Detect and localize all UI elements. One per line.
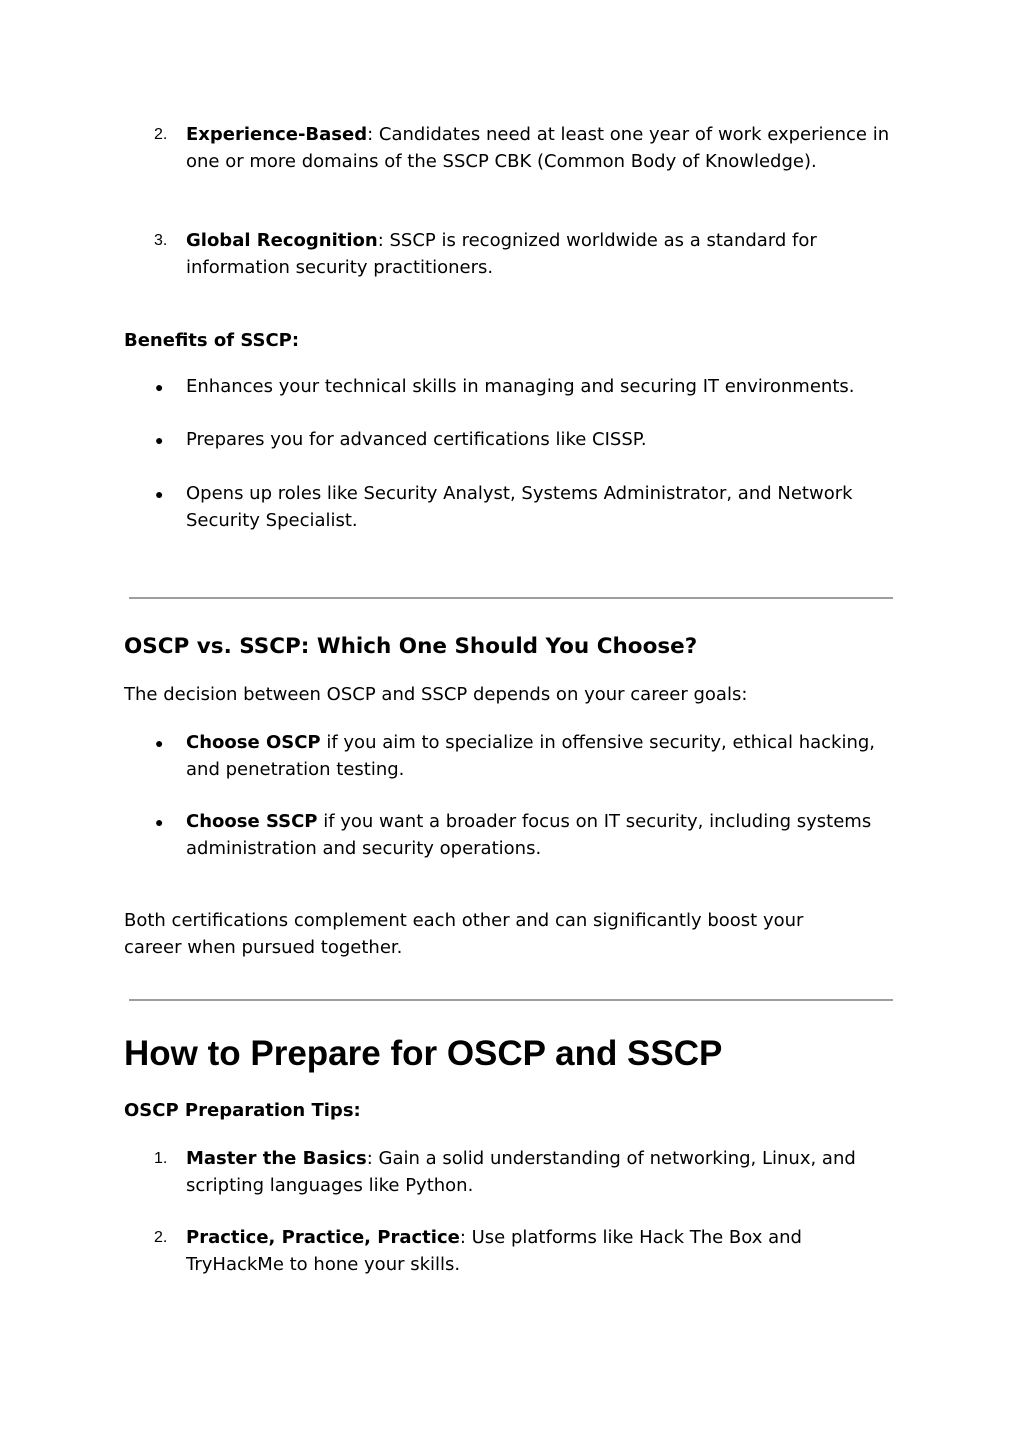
list-item-body: : Use platforms like Hack The Box and TryHackMe to hone your skills. [186, 1227, 802, 1275]
list-item-bold: Experience-Based [186, 124, 368, 145]
comparison-conclusion: Both certifications complement each other and can significantly boost your career when pursued together. [124, 910, 804, 958]
list-item-body: : Candidates need at least one year of work experience in one or more domains of the SSCP CBK (Common Body of Knowledge). [186, 124, 890, 172]
list-item-text [186, 1225, 898, 1278]
list-number: 2. [154, 1229, 168, 1246]
list-item-body: if you aim to specialize in offensive security, ethical hacking, and penetration testing. [186, 732, 876, 780]
list-item-bold: Global Recognition [186, 230, 378, 251]
list-item-text [186, 122, 898, 175]
list-item-body: : Gain a solid understanding of networking, Linux, and scripting languages like Python. [186, 1148, 856, 1196]
benefits-heading: Benefits of SSCP: [124, 330, 300, 351]
list-item-body: : SSCP is recognized worldwide as a standard for information security practitioners. [186, 230, 817, 278]
list-item-bold: Practice, Practice, Practice [186, 1227, 460, 1248]
bullet-icon: ● [155, 814, 164, 830]
list-item-text: Opens up roles like Security Analyst, Systems Administrator, and Network Security Specialist. [186, 483, 853, 531]
horizontal-divider [129, 999, 893, 1001]
comparison-intro: The decision between OSCP and SSCP depends on your career goals: [124, 684, 748, 705]
bullet-icon: ● [155, 735, 164, 751]
bullet-icon: ● [155, 379, 164, 395]
list-item-bold: Choose SSCP [186, 811, 318, 832]
list-item-text [186, 1146, 898, 1199]
list-item-text [186, 228, 898, 281]
list-number: 3. [154, 232, 168, 249]
list-item-body: if you want a broader focus on IT security, including systems administration and security operations. [186, 811, 872, 859]
list-item-text [186, 730, 898, 783]
list-number: 2. [154, 126, 168, 143]
prepare-heading: How to Prepare for OSCP and SSCP [124, 1034, 723, 1073]
list-item-text [186, 809, 898, 862]
comparison-heading: OSCP vs. SSCP: Which One Should You Choose? [124, 634, 698, 659]
list-item-text: Enhances your technical skills in managing and securing IT environments. [186, 376, 855, 397]
list-item-text: Prepares you for advanced certifications like CISSP. [186, 429, 647, 450]
oscp-tips-heading: OSCP Preparation Tips: [124, 1100, 361, 1121]
list-item-bold: Master the Basics [186, 1148, 367, 1169]
horizontal-divider [129, 597, 893, 599]
bullet-icon: ● [155, 432, 164, 448]
bullet-icon: ● [155, 486, 164, 502]
list-item-bold: Choose OSCP [186, 732, 321, 753]
list-number: 1. [154, 1150, 168, 1167]
